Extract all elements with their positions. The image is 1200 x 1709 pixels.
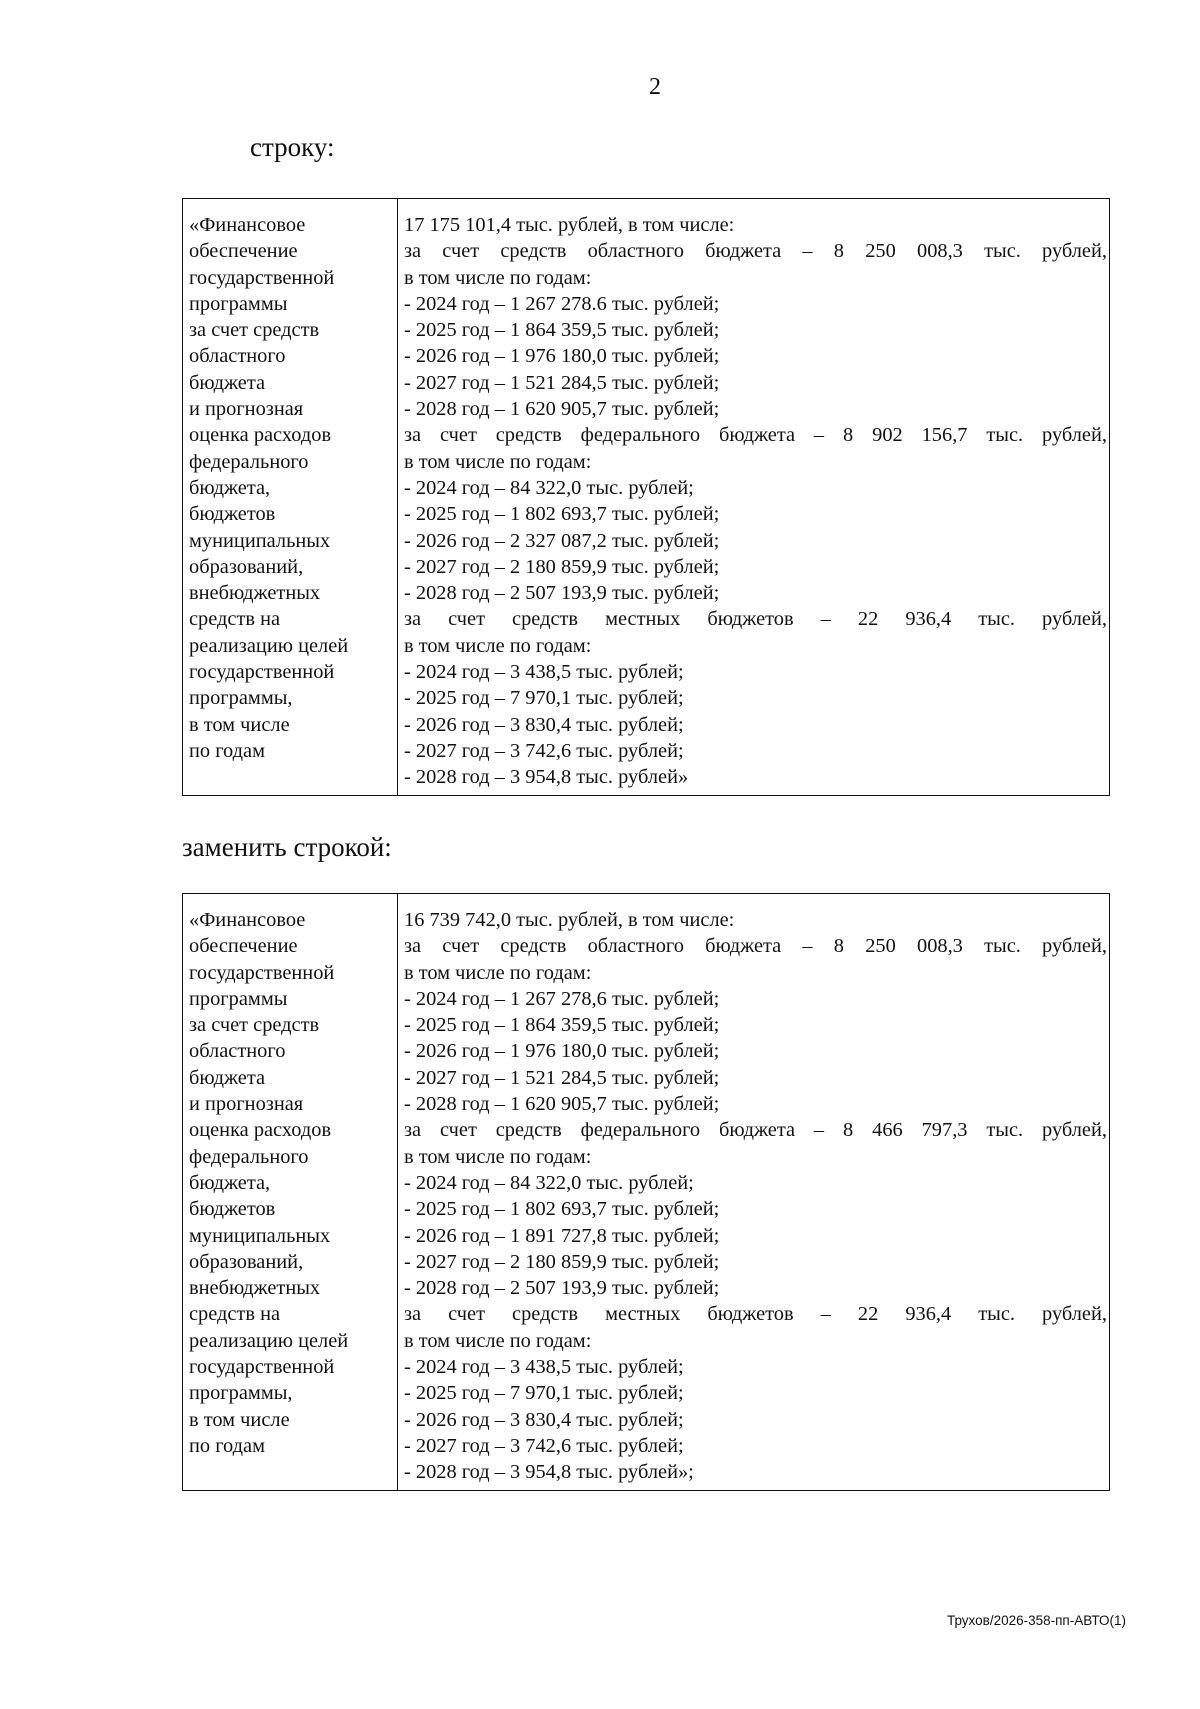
total-amount-line: 17 175 101,4 тыс. рублей, в том числе: [404,214,735,236]
year-amount-line: - 2025 год – 7 970,1 тыс. рублей; [404,687,684,710]
label-line: внебюджетных [189,582,321,605]
year-amount-line: - 2027 год – 3 742,6 тыс. рублей; [404,739,684,762]
by-years-line: в том числе по годам: [404,1329,592,1352]
label-line: муниципальных [189,529,331,552]
year-amount-line: - 2024 год – 84 322,0 тыс. рублей; [404,1171,694,1194]
label-line: по годам [189,739,265,762]
label-line: областного [189,345,286,368]
year-amount-line: - 2027 год – 2 180 859,9 тыс. рублей; [404,555,720,578]
label-line: средств на [189,1303,281,1326]
label-line: бюджетов [189,1198,276,1221]
year-amount-line: - 2024 год – 1 267 278,6 тыс. рублей; [404,987,720,1010]
year-amount-line: - 2026 год – 1 976 180,0 тыс. рублей; [404,345,720,368]
new-row-label-cell [183,894,398,1491]
year-amount-line: - 2025 год – 1 864 359,5 тыс. рублей; [404,319,720,342]
year-amount-line: - 2024 год – 3 438,5 тыс. рублей; [404,1356,684,1379]
new-financing-table [182,893,1110,1491]
old-financing-table [182,198,1110,796]
total-amount-line: 16 739 742,0 тыс. рублей, в том числе: [404,909,735,931]
label-line: оценка расходов [189,424,332,447]
year-amount-line: - 2024 год – 84 322,0 тыс. рублей; [404,476,694,499]
label-line: обеспечение [189,240,298,263]
year-amount-line: - 2026 год – 1 976 180,0 тыс. рублей; [404,1040,720,1063]
old-financing-row [183,199,1110,796]
label-line: «Финансовое [189,214,306,236]
year-amount-line: - 2025 год – 1 802 693,7 тыс. рублей; [404,1198,720,1221]
label-line: по годам [189,1434,265,1457]
old-row-label-cell [183,199,398,796]
old-row-value-cell [398,199,1110,796]
label-line: программы, [189,687,293,710]
year-amount-line: - 2028 год – 3 954,8 тыс. рублей»; [404,1461,694,1484]
page-number: 2 [649,74,661,100]
label-line: оценка расходов [189,1119,332,1142]
year-amount-line: - 2028 год – 2 507 193,9 тыс. рублей; [404,582,720,605]
year-amount-line: - 2025 год – 1 864 359,5 тыс. рублей; [404,1014,720,1037]
label-line: реализацию целей [189,1329,349,1352]
label-line: бюджета [189,371,266,394]
document-code-footer: Трухов/2026-358-пп-АВТО(1) [946,1613,1126,1628]
year-amount-line: - 2027 год – 2 180 859,9 тыс. рублей; [404,1250,720,1273]
label-line: средств на [189,608,281,631]
year-amount-line: - 2026 год – 3 830,4 тыс. рублей; [404,1408,684,1431]
regional-budget-total-line: за счет средств областного бюджета – 8 250 008,3 тыс. рублей, [404,935,1107,958]
label-line: областного [189,1040,286,1063]
label-line: обеспечение [189,935,298,958]
label-line: программы [189,987,288,1010]
label-line: государственной [189,961,335,984]
year-amount-line: - 2024 год – 3 438,5 тыс. рублей; [404,661,684,684]
label-line: государственной [189,266,335,289]
label-line: в том числе [189,713,290,736]
year-amount-line: - 2025 год – 1 802 693,7 тыс. рублей; [404,503,720,526]
year-amount-line: - 2027 год – 1 521 284,5 тыс. рублей; [404,1066,720,1089]
year-amount-line: - 2028 год – 1 620 905,7 тыс. рублей; [404,398,720,421]
year-amount-line: - 2026 год – 3 830,4 тыс. рублей; [404,713,684,736]
federal-budget-total-line: за счет средств федерального бюджета – 8 466 797,3 тыс. рублей, [404,1119,1107,1142]
label-line: за счет средств [189,1014,320,1037]
label-line: образований, [189,555,304,578]
year-amount-line: - 2025 год – 7 970,1 тыс. рублей; [404,1382,684,1405]
label-line: и прогнозная [189,1093,304,1116]
label-line: программы, [189,1382,293,1405]
label-line: внебюджетных [189,1277,321,1300]
year-amount-line: - 2028 год – 1 620 905,7 тыс. рублей; [404,1093,720,1116]
label-line: бюджета, [189,476,271,499]
label-line: федерального [189,1145,309,1168]
label-line: федерального [189,450,309,473]
year-amount-line: - 2027 год – 1 521 284,5 тыс. рублей; [404,371,720,394]
year-amount-line: - 2026 год – 2 327 087,2 тыс. рублей; [404,529,720,552]
by-years-line: в том числе по годам: [404,1145,592,1168]
label-line: программы [189,292,288,315]
by-years-line: в том числе по годам: [404,634,592,657]
new-row-value-cell [398,894,1110,1491]
label-line: в том числе [189,1408,290,1431]
local-budget-total-line: за счет средств местных бюджетов – 22 936,4 тыс. рублей, [404,1303,1107,1326]
year-amount-line: - 2026 год – 1 891 727,8 тыс. рублей; [404,1224,720,1247]
label-line: за счет средств [189,319,320,342]
regional-budget-total-line: за счет средств областного бюджета – 8 250 008,3 тыс. рублей, [404,240,1107,263]
label-line: государственной [189,661,335,684]
intro-new-row-text: заменить строкой: [182,832,392,862]
new-financing-row [183,894,1110,1491]
year-amount-line: - 2024 год – 1 267 278.6 тыс. рублей; [404,292,720,315]
label-line: образований, [189,1250,304,1273]
year-amount-line: - 2028 год – 2 507 193,9 тыс. рублей; [404,1277,720,1300]
year-amount-line: - 2028 год – 3 954,8 тыс. рублей» [404,766,689,789]
label-line: государственной [189,1356,335,1379]
intro-old-row-text: строку: [250,132,335,162]
label-line: «Финансовое [189,909,306,931]
by-years-line: в том числе по годам: [404,450,592,473]
label-line: бюджета, [189,1171,271,1194]
label-line: реализацию целей [189,634,349,657]
year-amount-line: - 2027 год – 3 742,6 тыс. рублей; [404,1434,684,1457]
local-budget-total-line: за счет средств местных бюджетов – 22 936,4 тыс. рублей, [404,608,1107,631]
federal-budget-total-line: за счет средств федерального бюджета – 8 902 156,7 тыс. рублей, [404,424,1107,447]
by-years-line: в том числе по годам: [404,266,592,289]
label-line: бюджетов [189,503,276,526]
label-line: муниципальных [189,1224,331,1247]
label-line: и прогнозная [189,398,304,421]
label-line: бюджета [189,1066,266,1089]
by-years-line: в том числе по годам: [404,961,592,984]
